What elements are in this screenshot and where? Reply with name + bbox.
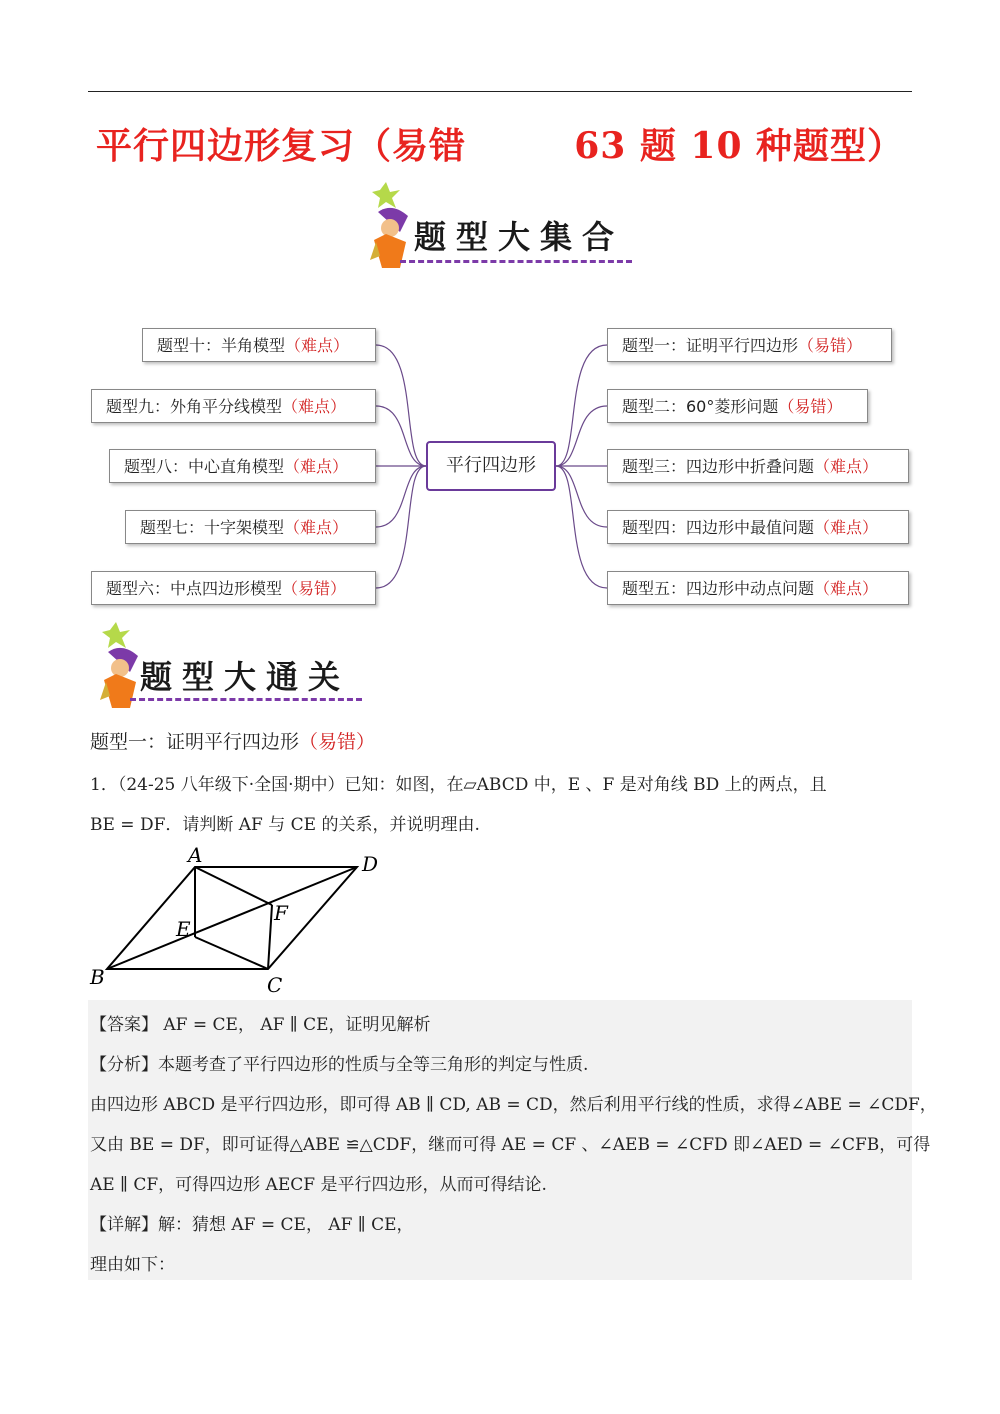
- node-tag: （难点）: [814, 518, 879, 537]
- node-label: 题型九：外角平分线模型: [106, 397, 283, 416]
- banner-collection-text: 题型大集合: [414, 218, 625, 256]
- banner-collection: [360, 182, 650, 272]
- mindmap-node-type-6: [91, 571, 376, 605]
- node-tag: （易错）: [798, 336, 863, 355]
- node-tag: （易错）: [282, 579, 347, 598]
- mindmap-node-type-3: [607, 449, 909, 483]
- banner-challenge: [90, 622, 380, 712]
- label-f: F: [274, 901, 288, 925]
- segment-fc: [268, 905, 272, 969]
- mindmap-node-type-4: [607, 510, 909, 544]
- segment-af: [195, 867, 272, 905]
- wizard-mascot-icon: [360, 182, 420, 272]
- section-heading-label: 题型一：证明平行四边形: [90, 731, 300, 753]
- connector-right-4: [556, 466, 607, 527]
- label-e: E: [176, 917, 191, 941]
- connector-left-10: [376, 345, 426, 466]
- header-rule: [88, 91, 912, 92]
- problem-line-1: 1．（24-25 八年级下·全国·期中）已知：如图，在▱ABCD 中，E 、F 是对角线 BD 上的两点，且: [90, 775, 827, 795]
- node-label: 题型五：四边形中动点问题: [622, 579, 815, 598]
- analysis-line: 【分析】本题考查了平行四边形的性质与全等三角形的判定与性质.: [90, 1055, 589, 1075]
- mindmap-node-type-2: [607, 389, 868, 423]
- node-label: 题型二：60°菱形问题: [622, 397, 779, 416]
- node-tag: （易错）: [778, 397, 843, 416]
- mindmap-node-type-5: [607, 571, 909, 605]
- mindmap-node-type-10: [142, 328, 376, 362]
- parallelogram-figure: [85, 845, 385, 995]
- problem-line-2: BE = DF．请判断 AF 与 CE 的关系，并说明理由.: [90, 815, 480, 835]
- analysis-line-3: 又由 BE = DF，即可证得△ABE ≌△CDF，继而可得 AE = CF 、∠AEB = ∠CFD 即∠AED = ∠CFB，可得: [90, 1135, 931, 1155]
- analysis-line-4: AE ∥ CF，可得四边形 AECF 是平行四边形，从而可得结论.: [90, 1175, 547, 1195]
- label-a: A: [188, 845, 203, 867]
- node-tag: （难点）: [282, 397, 347, 416]
- answer-line: 【答案】 AF = CE， AF ∥ CE，证明见解析: [90, 1015, 431, 1035]
- segment-ec: [195, 937, 268, 969]
- node-tag: （难点）: [285, 336, 350, 355]
- mindmap-center-node: 平行四边形: [426, 441, 556, 491]
- label-d: D: [362, 852, 379, 876]
- node-label: 题型七：十字架模型: [140, 518, 285, 537]
- section-heading: [90, 727, 375, 754]
- node-tag: （难点）: [814, 457, 879, 476]
- connector-left-9: [376, 406, 426, 466]
- connector-left-7: [376, 466, 426, 527]
- banner-challenge-underline: [130, 698, 362, 701]
- solution-line-1: 【详解】解：猜想 AF = CE， AF ∥ CE，: [90, 1215, 414, 1235]
- node-label: 题型八：中心直角模型: [124, 457, 285, 476]
- connector-right-5: [556, 466, 607, 588]
- section-heading-tag: （易错）: [299, 731, 376, 753]
- analysis-line-2: 由四边形 ABCD 是平行四边形，即可得 AB ∥ CD, AB = CD，然后利用平行线的性质，求得∠ABE = ∠CDF，: [90, 1095, 937, 1115]
- mindmap-node-type-7: [125, 510, 376, 544]
- label-b: B: [90, 965, 105, 989]
- mindmap-node-type-9: [91, 389, 376, 423]
- node-label: 题型六：中点四边形模型: [106, 579, 283, 598]
- mindmap-node-type-8: [109, 449, 376, 483]
- node-label: 题型三：四边形中折叠问题: [622, 457, 815, 476]
- label-c: C: [267, 973, 283, 995]
- connector-right-1: [556, 345, 607, 466]
- mindmap-node-type-1: [607, 328, 892, 362]
- node-label: 题型十：半角模型: [157, 336, 286, 355]
- banner-challenge-text: 题型大通关: [140, 658, 351, 696]
- page-title: 平行四边形复习（易错 63 题 10 种题型）: [95, 125, 905, 167]
- solution-line-2: 理由如下：: [90, 1255, 175, 1275]
- node-tag: （难点）: [284, 518, 349, 537]
- node-tag: （难点）: [284, 457, 349, 476]
- connector-left-6: [376, 466, 426, 588]
- node-label: 题型四：四边形中最值问题: [622, 518, 815, 537]
- node-tag: （难点）: [814, 579, 879, 598]
- node-label: 题型一：证明平行四边形: [622, 336, 799, 355]
- banner-collection-underline: [400, 260, 632, 263]
- connector-right-2: [556, 406, 607, 466]
